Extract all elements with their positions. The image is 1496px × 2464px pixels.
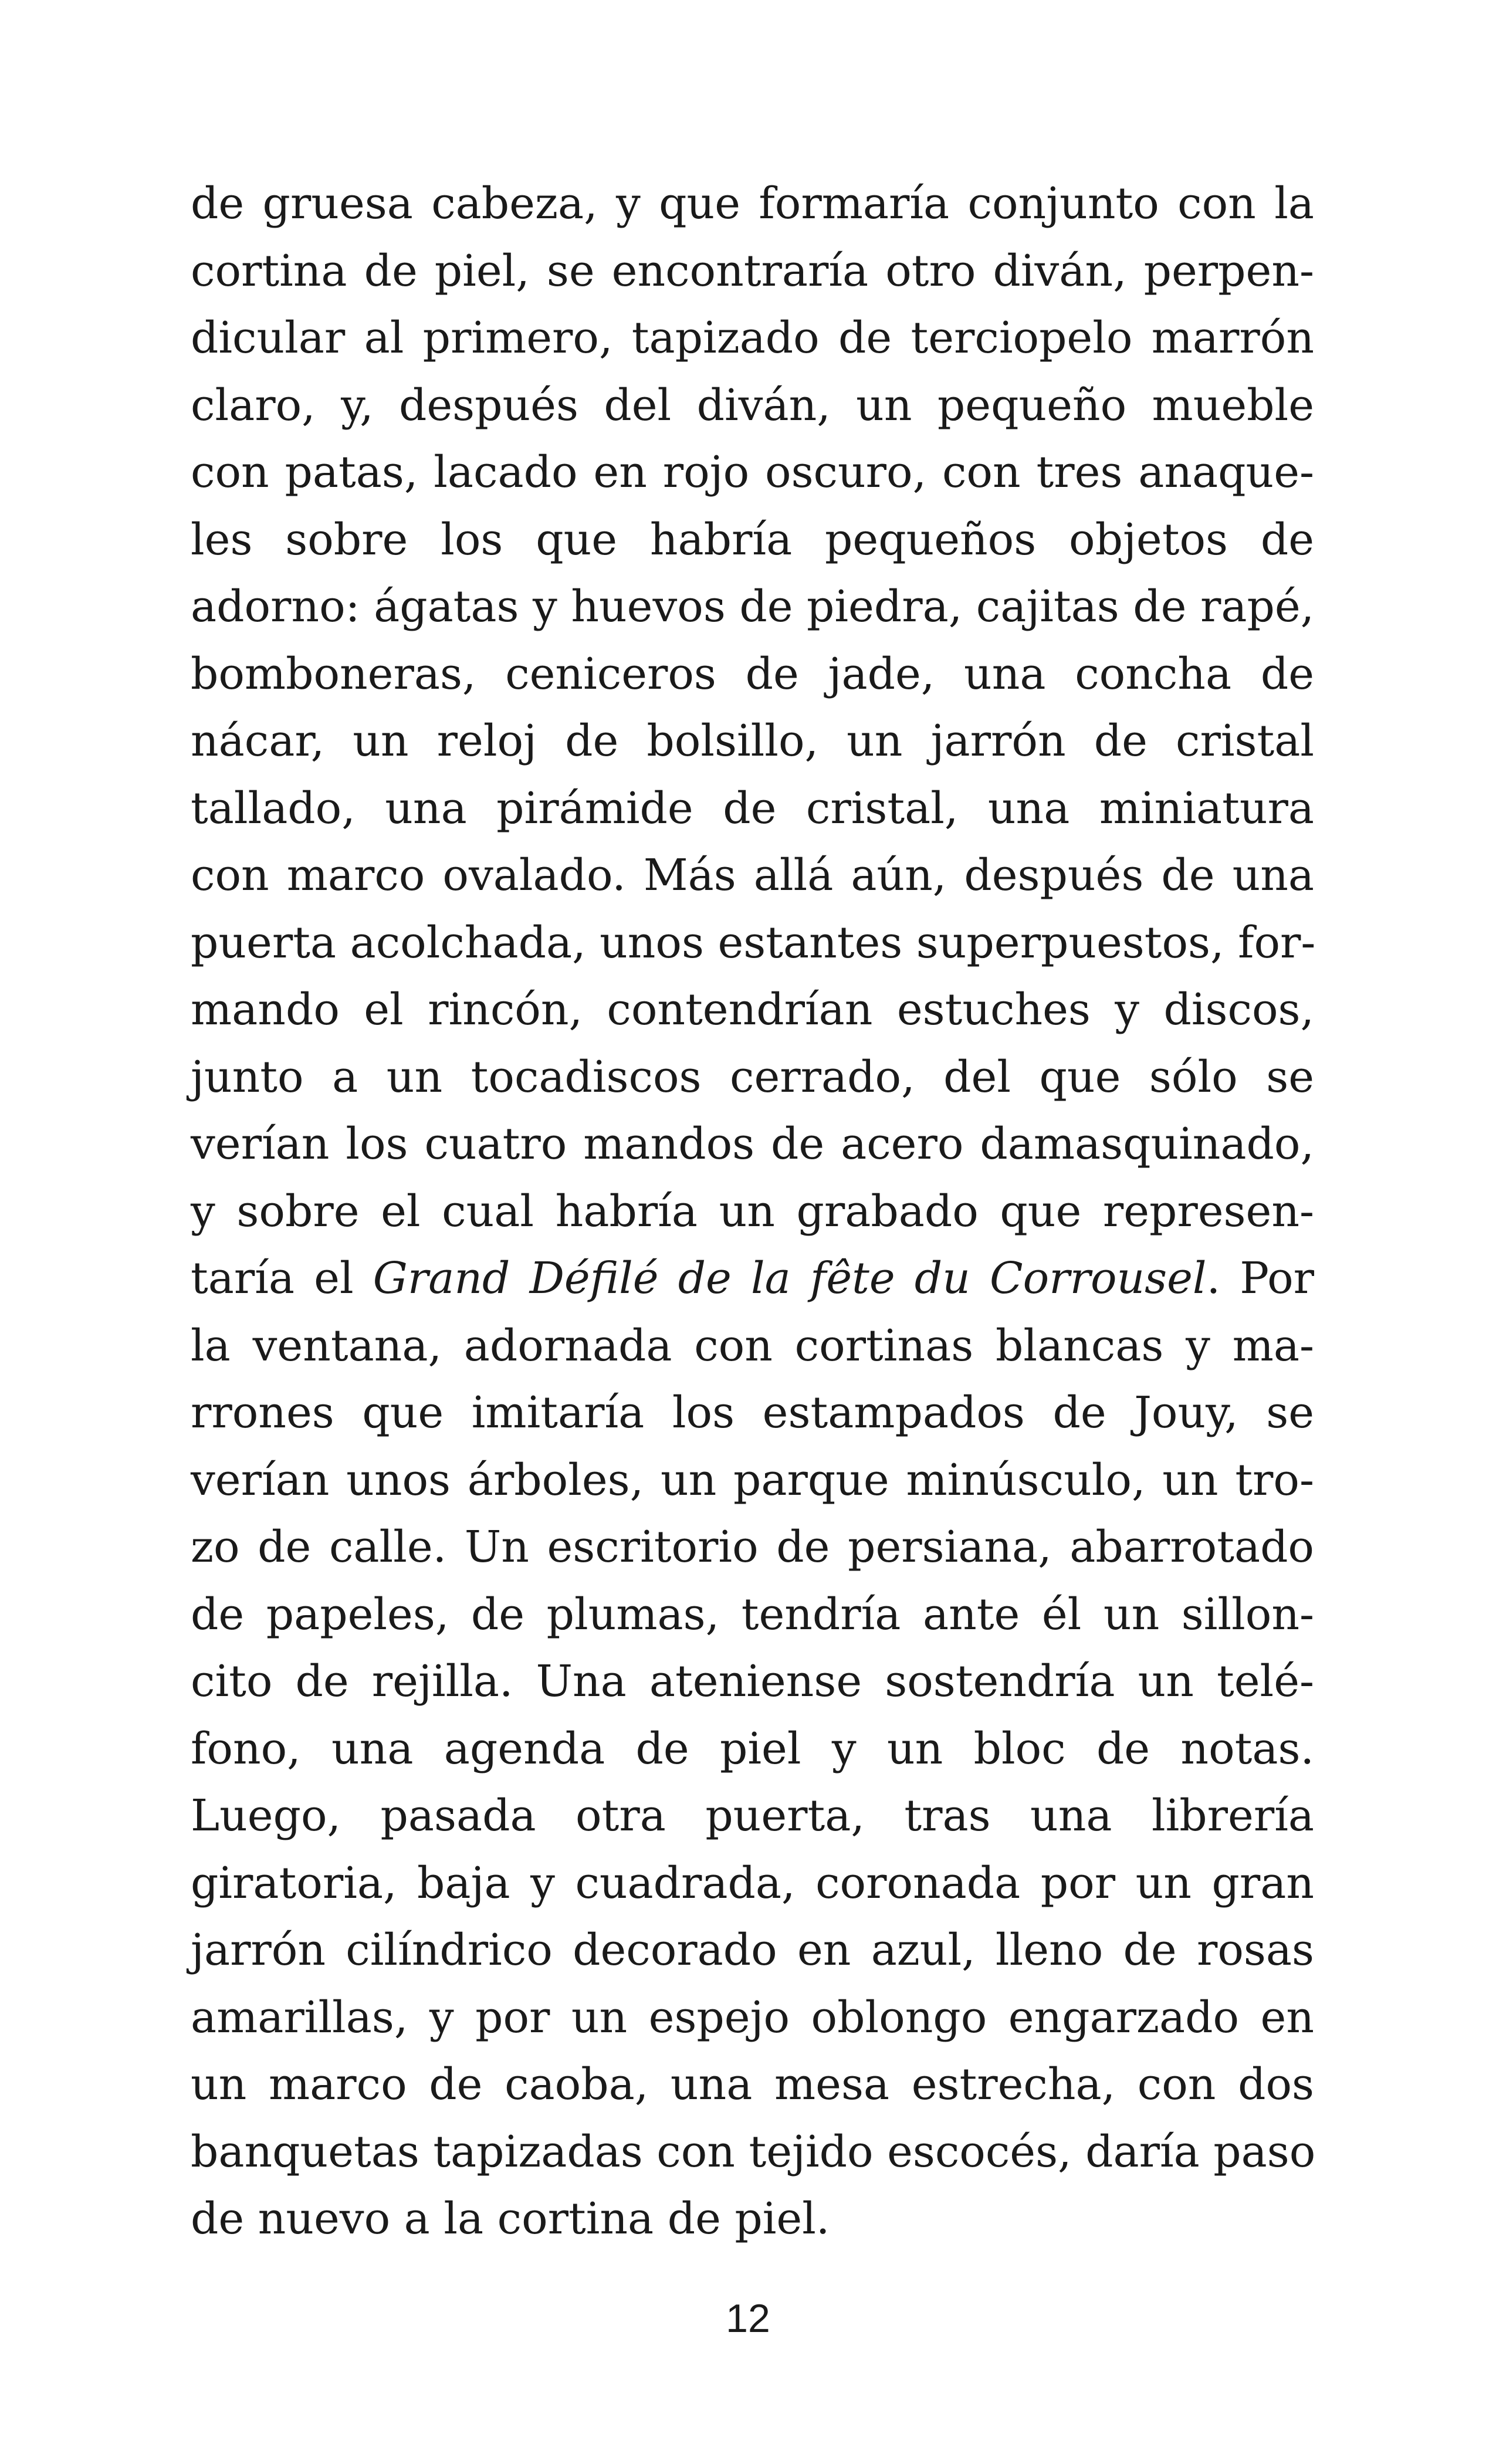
text-line-15: verían los cuatro mandos de acero damasquinado, [191, 1119, 1314, 1169]
text-line-20: verían unos árboles, un parque minúsculo, un tro- [191, 1454, 1314, 1505]
text-line-18: la ventana, adornada con cortinas blancas y ma- [191, 1320, 1314, 1371]
text-line-17-prefix: taría el [191, 1253, 373, 1304]
text-line-2: cortina de piel, se encontraría otro diván, perpen- [191, 245, 1314, 296]
text-line-22: de papeles, de plumas, tendría ante él un sillon- [191, 1589, 1314, 1640]
text-line-24: fono, una agenda de piel y un bloc de notas. [191, 1723, 1314, 1774]
text-line-5: con patas, lacado en rojo oscuro, con tres anaque- [191, 447, 1314, 497]
text-line-29: un marco de caoba, una mesa estrecha, con dos [191, 2059, 1314, 2110]
text-line-27: jarrón cilíndrico decorado en azul, lleno de rosas [191, 1925, 1314, 1975]
text-line-10: tallado, una pirámide de cristal, una miniatura [191, 783, 1314, 834]
text-line-9: nácar, un reloj de bolsillo, un jarrón de cristal [191, 716, 1314, 766]
text-line-21: zo de calle. Un escritorio de persiana, abarrotado [191, 1522, 1314, 1572]
text-line-17 [191, 1245, 1314, 1312]
text-line-14: junto a un tocadiscos cerrado, del que sólo se [191, 1051, 1314, 1102]
text-line-3: dicular al primero, tapizado de terciopelo marrón [191, 313, 1314, 363]
text-line-16: y sobre el cual habría un grabado que represen- [191, 1186, 1314, 1237]
text-line-13: mando el rincón, contendrían estuches y discos, [191, 984, 1314, 1035]
text-line-4: claro, y, después del diván, un pequeño mueble [191, 380, 1314, 431]
body-text [191, 170, 1314, 2253]
text-line-19: rrones que imitaría los estampados de Jouy, se [191, 1387, 1314, 1438]
text-line-23: cito de rejilla. Una ateniense sostendría un telé- [191, 1656, 1314, 1707]
text-line-11: con marco ovalado. Más allá aún, después de una [191, 850, 1314, 901]
text-line-25: Luego, pasada otra puerta, tras una librería [191, 1791, 1314, 1841]
text-line-12: puerta acolchada, unos estantes superpuestos, for- [191, 917, 1316, 968]
text-line-8: bomboneras, ceniceros de jade, una concha de [191, 648, 1314, 699]
italic-title: Grand Défilé de la fête du Corrousel [373, 1253, 1207, 1304]
text-line-1: de gruesa cabeza, y que formaría conjunto con la [191, 178, 1314, 229]
text-line-26: giratoria, baja y cuadrada, coronada por un gran [191, 1857, 1314, 1908]
page-number: 12 [726, 2296, 770, 2341]
text-line-17-suffix: . Por [1206, 1253, 1314, 1304]
text-line-28: amarillas, y por un espejo oblongo engarzado en [191, 1992, 1314, 2043]
text-line-30: banquetas tapizadas con tejido escocés, daría paso [191, 2126, 1316, 2177]
text-line-7: adorno: ágatas y huevos de piedra, cajitas de rapé, [191, 581, 1315, 632]
text-line-31: de nuevo a la cortina de piel. [191, 2194, 830, 2244]
text-line-6: les sobre los que habría pequeños objetos de [191, 514, 1314, 565]
